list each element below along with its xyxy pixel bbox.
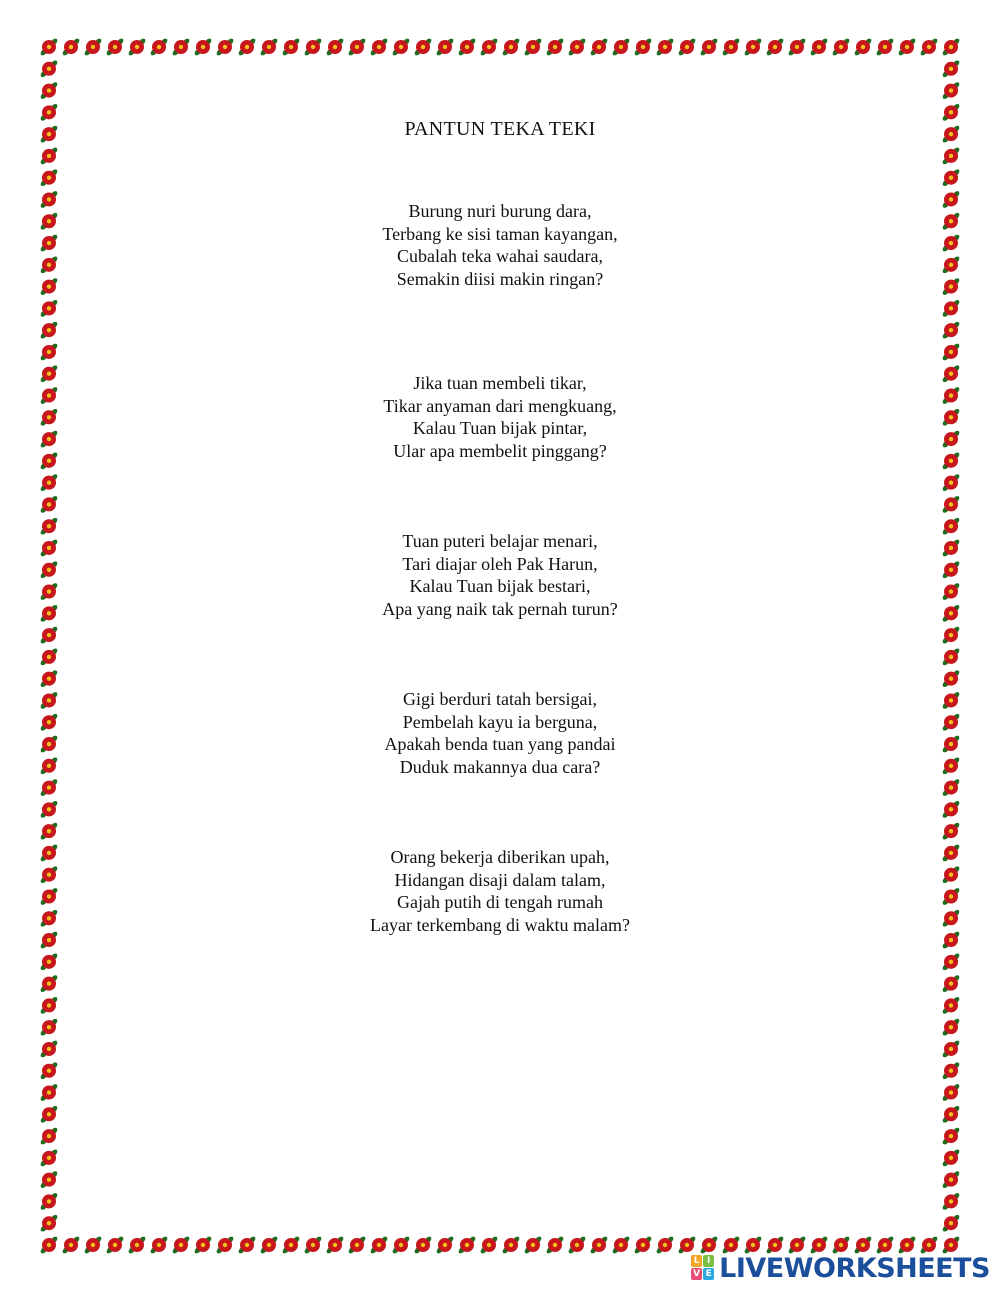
border-flower [699, 38, 718, 57]
border-flower [941, 800, 960, 819]
stanza-line: Pembelah kayu ia berguna, [402, 711, 598, 732]
border-flower [40, 822, 59, 841]
border-flower [941, 1192, 960, 1211]
logo-letter: E [703, 1268, 714, 1280]
border-flower [941, 495, 960, 514]
border-flower [171, 38, 190, 57]
stanza-line: Cubalah teka wahai saudara, [397, 246, 603, 266]
logo-letter: L [691, 1255, 702, 1267]
border-flower [435, 1235, 454, 1254]
border-flower [61, 38, 80, 57]
stanza-line: Jika tuan membeli tikar, [413, 373, 587, 393]
border-flower [435, 38, 454, 57]
border-flower [501, 1235, 520, 1254]
border-flower [40, 1170, 59, 1189]
border-flower [40, 1214, 59, 1233]
border-flower [325, 1235, 344, 1254]
stanza-line: Kalau Tuan bijak bestari, [409, 576, 591, 596]
border-flower [479, 1235, 498, 1254]
border-flower [40, 974, 59, 993]
border-flower [40, 1061, 59, 1080]
border-flower [941, 1148, 960, 1167]
border-flower [787, 38, 806, 57]
stanza-5 [0, 846, 1000, 936]
border-flower [941, 1170, 960, 1189]
border-flower [40, 996, 59, 1015]
stanza-line: Kalau Tuan bijak pintar, [412, 418, 588, 438]
border-flower [919, 38, 938, 57]
border-flower [303, 38, 322, 57]
border-flower [215, 1235, 234, 1254]
border-flower [193, 1235, 212, 1254]
border-flower [281, 38, 300, 57]
border-flower [809, 38, 828, 57]
border-flower [40, 1105, 59, 1124]
stanza-1 [0, 200, 1000, 290]
border-flower [941, 952, 960, 971]
border-flower [941, 1214, 960, 1233]
border-flower [853, 38, 872, 57]
border-flower [567, 1235, 586, 1254]
logo-letter: I [703, 1255, 714, 1267]
border-flower [413, 1235, 432, 1254]
border-flower [457, 1235, 476, 1254]
border-flower [237, 38, 256, 57]
border-flower [941, 647, 960, 666]
border-flower [545, 38, 564, 57]
border-flower [941, 342, 960, 361]
border-flower [523, 38, 542, 57]
border-flower [391, 1235, 410, 1254]
border-flower [941, 299, 960, 318]
border-flower [523, 1235, 542, 1254]
border-flower [40, 168, 59, 187]
border-flower [105, 38, 124, 57]
border-flower [413, 38, 432, 57]
border-flower [40, 669, 59, 688]
stanza-line: Duduk makannya dua cara? [399, 756, 601, 777]
border-flower [40, 952, 59, 971]
border-flower [875, 38, 894, 57]
border-flower [40, 1126, 59, 1145]
border-flower [941, 974, 960, 993]
stanza-line: Ular apa membelit pinggang? [393, 440, 607, 461]
border-flower [897, 38, 916, 57]
border-flower [391, 38, 410, 57]
border-flower [655, 1235, 674, 1254]
border-flower [40, 321, 59, 340]
border-flower [40, 1235, 59, 1254]
stanza-line: Tikar anyaman dari mengkuang, [383, 395, 617, 416]
border-flower [501, 38, 520, 57]
border-flower [171, 1235, 190, 1254]
border-flower [40, 81, 59, 100]
border-flower [40, 495, 59, 514]
border-flower [941, 321, 960, 340]
border-flower [237, 1235, 256, 1254]
border-flower [83, 38, 102, 57]
border-flower [611, 1235, 630, 1254]
border-flower [941, 1039, 960, 1058]
border-flower [303, 1235, 322, 1254]
stanza-line: Terbang ke sisi taman kayangan, [382, 223, 618, 244]
border-flower [40, 59, 59, 78]
border-flower [941, 59, 960, 78]
border-flower [369, 1235, 388, 1254]
border-flower [193, 38, 212, 57]
stanza-line: Layar terkembang di waktu malam? [370, 914, 630, 935]
border-flower [765, 38, 784, 57]
border-flower [215, 38, 234, 57]
border-flower [347, 38, 366, 57]
stanza-line: Apakah benda tuan yang pandai [384, 734, 616, 754]
border-flower [83, 1235, 102, 1254]
border-flower [941, 626, 960, 645]
border-flower [127, 38, 146, 57]
border-flower [589, 38, 608, 57]
border-flower [40, 778, 59, 797]
border-flower [40, 342, 59, 361]
stanza-line: Gajah putih di tengah rumah [397, 892, 603, 912]
border-flower [941, 473, 960, 492]
stanza-line: Semakin diisi makin ringan? [396, 268, 604, 289]
border-flower [633, 1235, 652, 1254]
border-flower [149, 38, 168, 57]
border-flower [369, 38, 388, 57]
border-flower [40, 1018, 59, 1037]
border-flower [941, 822, 960, 841]
border-flower [325, 38, 344, 57]
border-flower [633, 38, 652, 57]
border-flower [40, 626, 59, 645]
stanza-line: Apa yang naik tak pernah turun? [382, 598, 618, 619]
border-flower [589, 1235, 608, 1254]
border-flower [40, 1083, 59, 1102]
border-flower [941, 778, 960, 797]
stanza-3 [0, 530, 1000, 620]
border-flower [61, 1235, 80, 1254]
border-flower [40, 800, 59, 819]
border-flower [677, 38, 696, 57]
border-flower [545, 1235, 564, 1254]
border-flower [941, 168, 960, 187]
border-flower [127, 1235, 146, 1254]
border-flower [941, 146, 960, 165]
stanza-line: Tuan puteri belajar menari, [402, 531, 598, 551]
border-flower [655, 38, 674, 57]
border-flower [40, 647, 59, 666]
stanza-2 [0, 372, 1000, 462]
border-flower [567, 38, 586, 57]
border-flower [941, 1105, 960, 1124]
border-flower [941, 669, 960, 688]
stanza-line: Orang bekerja diberikan upah, [390, 847, 610, 867]
border-flower [457, 38, 476, 57]
border-flower [941, 1083, 960, 1102]
border-flower [40, 1148, 59, 1167]
border-flower [40, 38, 59, 57]
stanza-4 [0, 688, 1000, 778]
border-flower [40, 299, 59, 318]
border-flower [743, 38, 762, 57]
border-flower [941, 1126, 960, 1145]
border-flower [941, 1018, 960, 1037]
liveworksheets-watermark [691, 1251, 990, 1285]
border-flower [611, 38, 630, 57]
border-flower [149, 1235, 168, 1254]
page-title: PANTUN TEKA TEKI [404, 118, 596, 140]
liveworksheets-logo-icon [691, 1255, 715, 1281]
border-flower [479, 38, 498, 57]
stanza-line: Gigi berduri tatah bersigai, [403, 689, 597, 709]
border-flower [40, 1192, 59, 1211]
border-flower [941, 38, 960, 57]
border-flower [281, 1235, 300, 1254]
border-flower [259, 38, 278, 57]
stanza-line: Tari diajar oleh Pak Harun, [402, 553, 598, 574]
border-flower [347, 1235, 366, 1254]
border-flower [941, 996, 960, 1015]
border-flower [831, 38, 850, 57]
stanza-line: Hidangan disaji dalam talam, [394, 869, 606, 890]
brand-name: LIVEWORKSHEETS [719, 1252, 990, 1284]
border-flower [40, 1039, 59, 1058]
border-flower [721, 38, 740, 57]
border-flower [40, 473, 59, 492]
border-flower [40, 146, 59, 165]
border-flower [941, 1061, 960, 1080]
stanza-line: Burung nuri burung dara, [408, 201, 592, 221]
border-flower [941, 81, 960, 100]
border-flower [105, 1235, 124, 1254]
logo-letter: V [691, 1268, 702, 1280]
border-flower [259, 1235, 278, 1254]
